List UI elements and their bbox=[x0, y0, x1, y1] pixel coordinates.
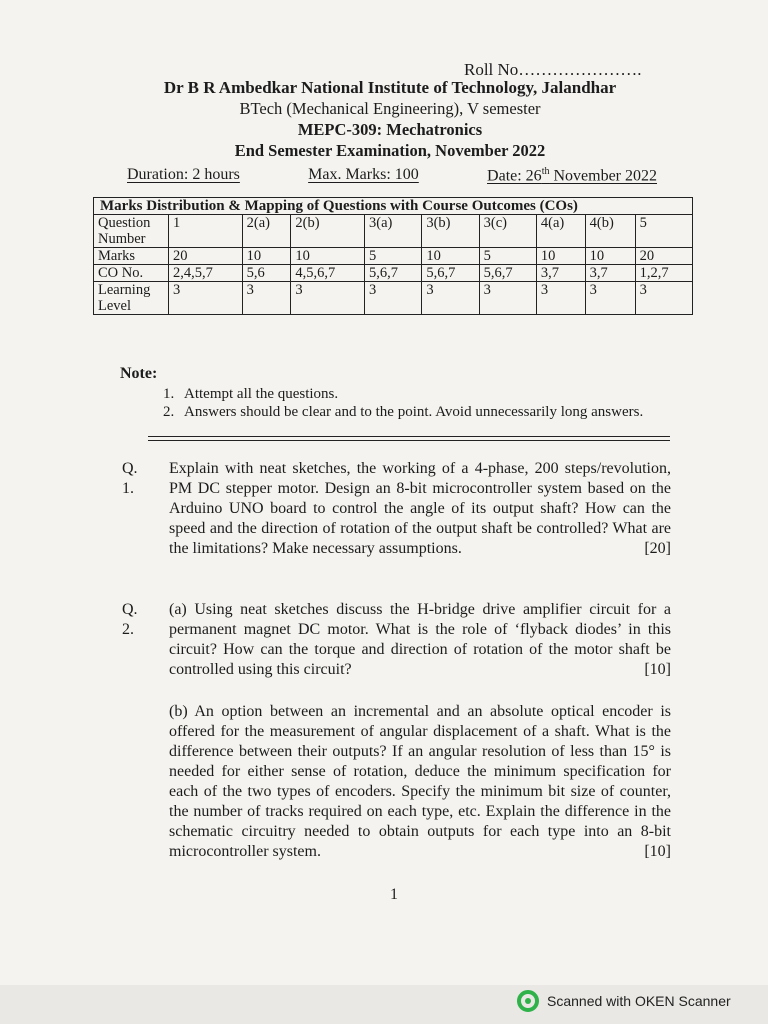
table-cell: 3 bbox=[635, 282, 692, 315]
table-cell: Question Number bbox=[94, 215, 169, 248]
table-cell: 3,7 bbox=[585, 265, 635, 282]
table-cell: 10 bbox=[242, 248, 291, 265]
duration: Duration: 2 hours bbox=[127, 166, 240, 183]
table-cell: 3 bbox=[169, 282, 243, 315]
table-cell: 2,4,5,7 bbox=[169, 265, 243, 282]
table-cell: 3 bbox=[585, 282, 635, 315]
table-cell: 10 bbox=[422, 248, 479, 265]
programme-name: BTech (Mechanical Engineering), V semester bbox=[239, 99, 541, 118]
table-cell: 3 bbox=[242, 282, 291, 315]
table-row bbox=[94, 265, 693, 282]
table-cell: 5,6,7 bbox=[479, 265, 536, 282]
table-cell: 5,6 bbox=[242, 265, 291, 282]
table-cell: 1 bbox=[169, 215, 243, 248]
table-cell: 3(b) bbox=[422, 215, 479, 248]
table-cell: CO No. bbox=[94, 265, 169, 282]
table-cell: 20 bbox=[169, 248, 243, 265]
question-marks: [10] bbox=[644, 843, 671, 860]
list-item: 1. Attempt all the questions. bbox=[178, 385, 680, 403]
divider bbox=[148, 436, 670, 437]
table-title: Marks Distribution & Mapping of Questions with Course Outcomes (COs) bbox=[94, 198, 693, 215]
question-number: Q. 2. bbox=[122, 601, 138, 638]
table-cell: 10 bbox=[536, 248, 585, 265]
instructions-note bbox=[120, 365, 680, 421]
table-cell: 3,7 bbox=[536, 265, 585, 282]
scanner-logo-icon bbox=[517, 990, 539, 1012]
table-cell: 3 bbox=[365, 282, 422, 315]
table-cell: Learning Level bbox=[94, 282, 169, 315]
exam-header bbox=[120, 78, 660, 161]
question-marks: [10] bbox=[644, 661, 671, 678]
table-cell: 3 bbox=[291, 282, 365, 315]
table-cell: 3 bbox=[422, 282, 479, 315]
table-cell: 4(b) bbox=[585, 215, 635, 248]
page-number: 1 bbox=[390, 886, 398, 903]
question-number: Q. 1. bbox=[122, 460, 138, 497]
institute-name: Dr B R Ambedkar National Institute of Technology, Jalandhar bbox=[163, 78, 617, 97]
table-cell: 1,2,7 bbox=[635, 265, 692, 282]
table-cell: 5 bbox=[635, 215, 692, 248]
list-item: 2. Answers should be clear and to the point. Avoid unnecessarily long answers. bbox=[178, 403, 680, 421]
note-heading: Note: bbox=[120, 365, 158, 382]
table-cell: 10 bbox=[585, 248, 635, 265]
max-marks: Max. Marks: 100 bbox=[308, 166, 419, 183]
question-text: (b) An option between an incremental and an absolute optical encoder is offered for the measurement of angular displacement of a shaft. What is the difference between their outputs? If an angular resolution of less than 15° is needed for either sense of rotation, deduce the minimum specification for each of the two types of encoders. Specify the minimum bit size of counter, the number of tracks required on each type, etc. Explain the difference in the schematic circuitry needed to obtain outputs for each type into an 8-bit microcontroller system. bbox=[169, 703, 671, 860]
table-cell: 2(b) bbox=[291, 215, 365, 248]
table-cell: 3(a) bbox=[365, 215, 422, 248]
table-cell: 5,6,7 bbox=[365, 265, 422, 282]
scanner-label: Scanned with OKEN Scanner bbox=[547, 993, 731, 1009]
table-row bbox=[94, 215, 693, 248]
table-cell: 4(a) bbox=[536, 215, 585, 248]
course-title: MEPC-309: Mechatronics bbox=[297, 120, 483, 139]
question-text: Explain with neat sketches, the working of a 4-phase, 200 steps/revolution, PM DC stepper motor. Design an 8-bit microcontroller system based on the Arduino UNO board to control the angle of its output shaft? How can the speed and the direction of rotation of the output shaft be controlled? What are the limitations? Make necessary assumptions. bbox=[169, 460, 671, 557]
table-cell: 5 bbox=[365, 248, 422, 265]
question-text: (a) Using neat sketches discuss the H-bridge drive amplifier circuit for a permanent magnet DC motor. What is the role of ‘flyback diodes’ in this circuit? How can the torque and direction of rotation of the motor shaft be controlled using this circuit? bbox=[169, 601, 671, 678]
table-row bbox=[94, 248, 693, 265]
table-cell: 3 bbox=[479, 282, 536, 315]
roll-number-field: Roll No…………………. bbox=[464, 60, 642, 79]
table-cell: 3(c) bbox=[479, 215, 536, 248]
exam-title: End Semester Examination, November 2022 bbox=[234, 141, 546, 160]
table-cell: Marks bbox=[94, 248, 169, 265]
table-cell: 20 bbox=[635, 248, 692, 265]
table-cell: 5,6,7 bbox=[422, 265, 479, 282]
table-cell: 5 bbox=[479, 248, 536, 265]
table-cell: 2(a) bbox=[242, 215, 291, 248]
table-cell: 4,5,6,7 bbox=[291, 265, 365, 282]
divider bbox=[148, 440, 670, 441]
scanner-watermark bbox=[517, 990, 731, 1012]
exam-meta bbox=[127, 166, 657, 185]
question-marks: [20] bbox=[644, 540, 671, 557]
marks-distribution-table bbox=[93, 197, 693, 315]
table-cell: 3 bbox=[536, 282, 585, 315]
table-cell: 10 bbox=[291, 248, 365, 265]
exam-date: Date: 26th November 2022 bbox=[487, 166, 657, 185]
table-row bbox=[94, 282, 693, 315]
